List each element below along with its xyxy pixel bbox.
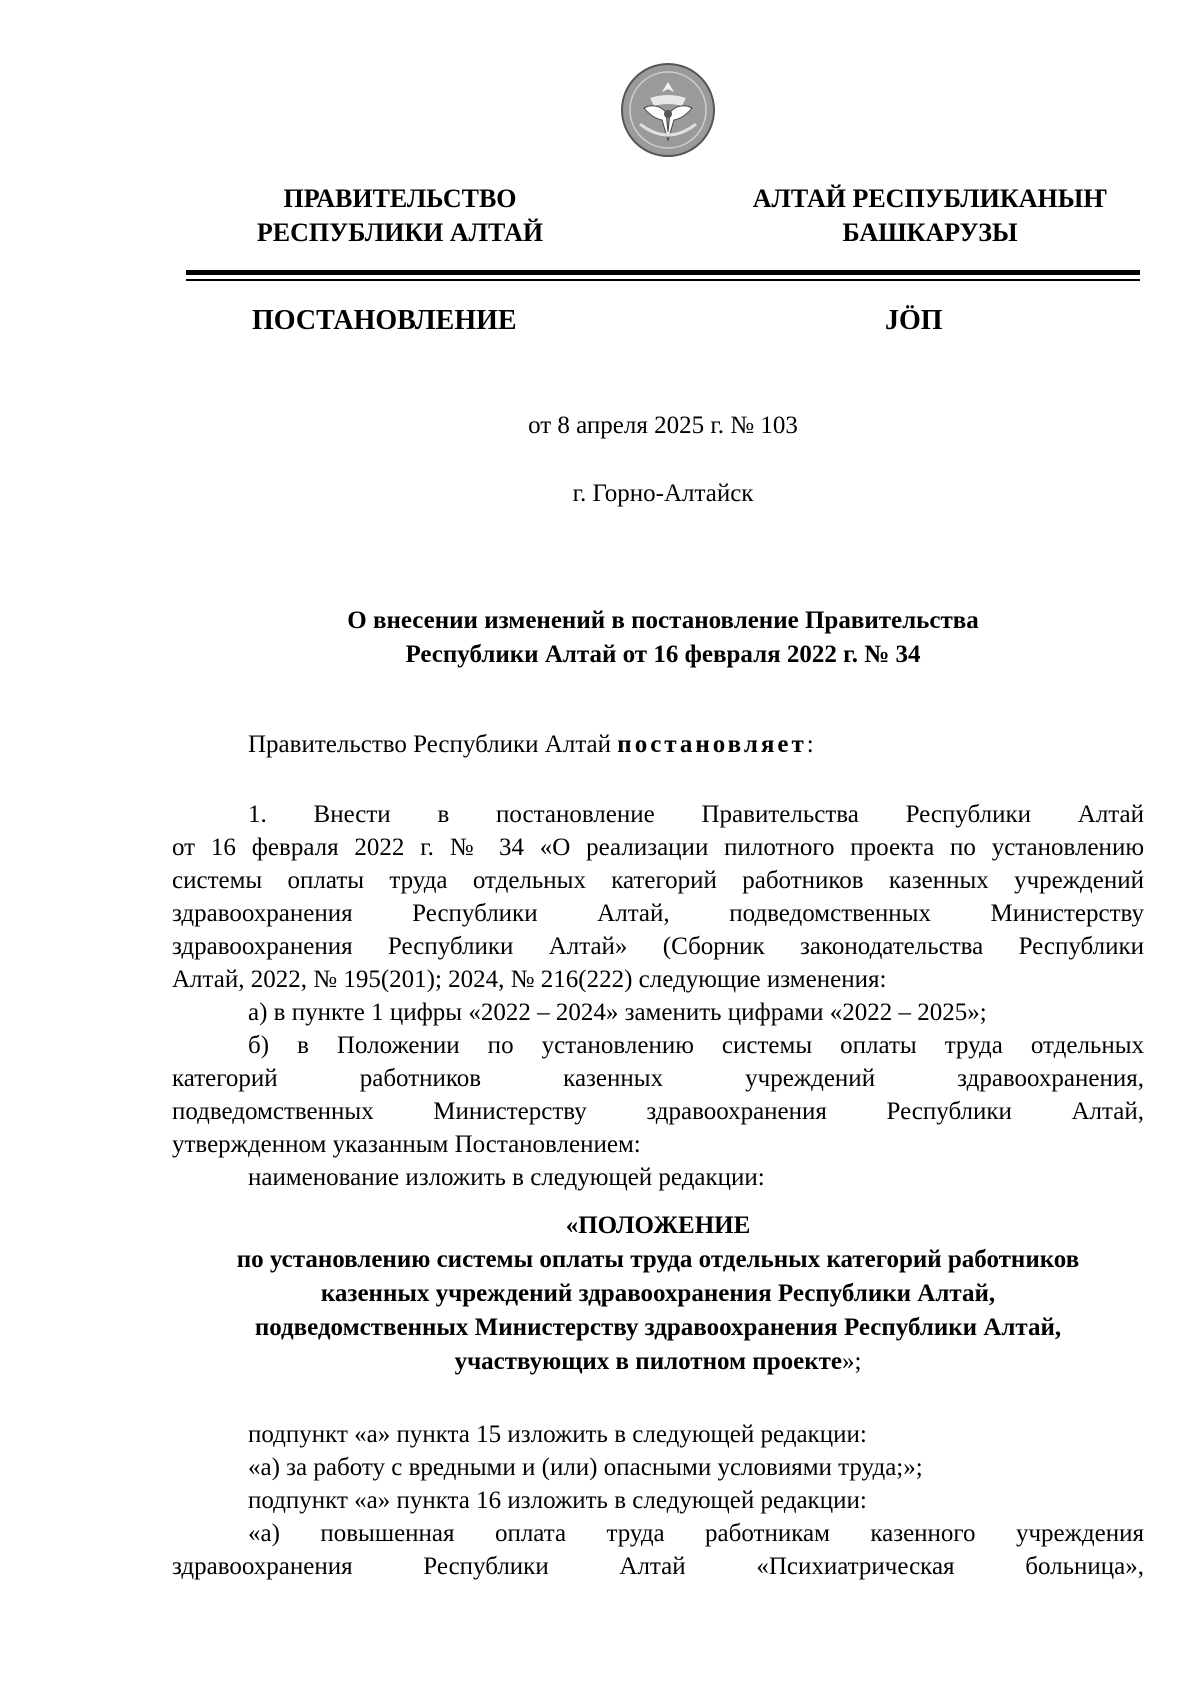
p1-line3: системы оплаты труда отдельных категорий работников казенных учреждений (172, 867, 1144, 894)
header-left-line1: ПРАВИТЕЛЬСТВО (283, 184, 517, 213)
header-right-line2: БАШКАРУЗЫ (842, 218, 1018, 247)
header-right (730, 182, 1130, 250)
document-subject (186, 604, 1140, 672)
header-left-line2: РЕСПУБЛИКИ АЛТАЙ (256, 218, 544, 247)
decree-suffix: : (806, 731, 814, 758)
p1-line5: здравоохранения Республики Алтай» (Сборник законодательства Республики (172, 933, 1144, 960)
item-b-line3: подведомственных Министерству здравоохранения Республики Алтай, (172, 1098, 1144, 1125)
header-divider-thick (186, 270, 1140, 275)
document-title-alt: JÖП (885, 305, 943, 336)
sub15-text: «а) за работу с вредными и (или) опасными условиями труда;»; (248, 1454, 923, 1481)
item-b-line1: б) в Положении по установлению системы оплаты труда отдельных (248, 1032, 1144, 1059)
polo-line1: по установлению системы оплаты труда отдельных категорий работников (236, 1246, 1080, 1273)
sub16-line: подпункт «а» пункта 16 изложить в следующей редакции: (248, 1487, 867, 1514)
polo-title: «ПОЛОЖЕНИЕ (565, 1212, 751, 1239)
document-title-ru: ПОСТАНОВЛЕНИЕ (252, 305, 517, 336)
sub16-line1: «а) повышенная оплата труда работникам казенного учреждения (248, 1520, 1144, 1547)
decree-prefix: Правительство Республики Алтай (248, 731, 618, 758)
subject-line1: О внесении изменений в постановление Правительства (347, 607, 979, 634)
p1-line2: от 16 февраля 2022 г. № 34 «О реализации пилотного проекта по установлению (172, 834, 1144, 861)
decree-paragraph (172, 728, 1144, 761)
document-date: от 8 апреля 2025 г. № 103 (528, 412, 798, 439)
item-a: а) в пункте 1 цифры «2022 – 2024» заменить цифрами «2022 – 2025»; (248, 999, 987, 1026)
polo-line4: участвующих в пилотном проекте (454, 1348, 842, 1375)
name-line: наименование изложить в следующей редакции: (248, 1164, 765, 1191)
p1-line6: Алтай, 2022, № 195(201); 2024, № 216(222) следующие изменения: (172, 966, 887, 993)
item-b-line2: категорий работников казенных учреждений здравоохранения, (172, 1065, 1144, 1092)
p1-line1: 1. Внести в постановление Правительства Республики Алтай (248, 801, 1144, 828)
p1-line4: здравоохранения Республики Алтай, подведомственных Министерству (172, 900, 1144, 927)
document-city: г. Горно-Алтайск (572, 480, 754, 507)
polozhenie-heading (172, 1209, 1144, 1379)
paragraph-1 (172, 798, 1144, 1194)
subpoints (172, 1418, 1144, 1583)
subject-line2: Республики Алтай от 16 февраля 2022 г. № 34 (405, 641, 921, 668)
header-left (235, 182, 565, 250)
header-right-line1: АЛТАЙ РЕСПУБЛИКАНЫҤ (752, 184, 1108, 213)
polo-end: »; (841, 1348, 862, 1375)
decree-word: постановляет (617, 731, 807, 758)
sub16-line2: здравоохранения Республики Алтай «Психиатрическая больница», (172, 1553, 1144, 1580)
header-divider-thin (186, 279, 1140, 281)
polo-line3: подведомственных Министерству здравоохранения Республики Алтай, (254, 1314, 1062, 1341)
sub15-line: подпункт «а» пункта 15 изложить в следующей редакции: (248, 1421, 867, 1448)
polo-line2: казенных учреждений здравоохранения Республики Алтай, (320, 1280, 996, 1307)
coat-of-arms-emblem (620, 62, 716, 158)
item-b-line4: утвержденном указанным Постановлением: (172, 1131, 641, 1158)
